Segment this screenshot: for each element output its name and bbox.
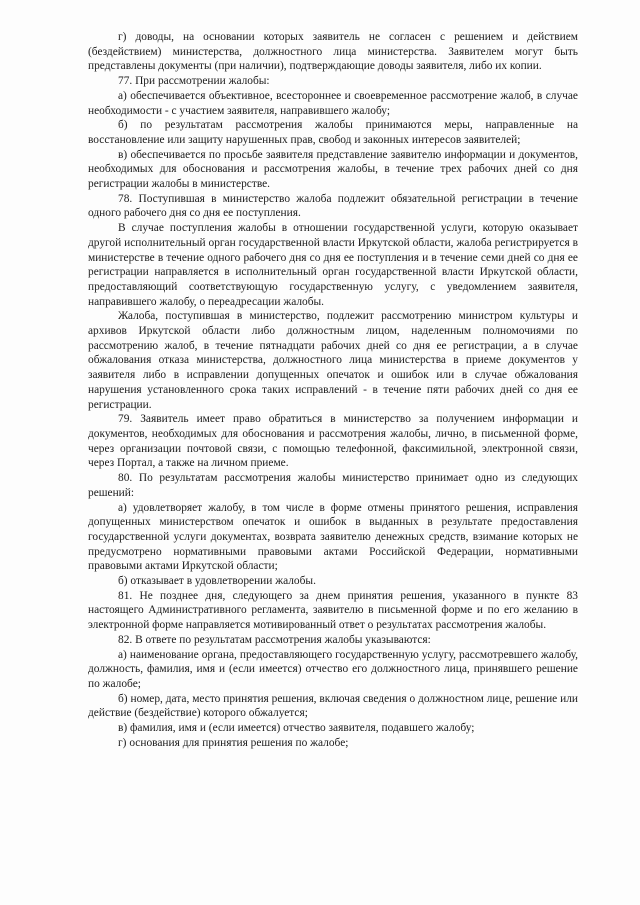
paragraph-82: 82. В ответе по результатам рассмотрения жалобы указываются: — [118, 633, 431, 646]
paragraph-82-v: в) фамилия, имя и (если имеется) отчество заявителя, подавшего жалобу; — [118, 722, 475, 735]
paragraph-77-heading: 77. При рассмотрении жалобы: — [118, 75, 270, 88]
paragraph-77-b: б) по результатам рассмотрения жалобы принимаются меры, направленные на восстановление или защиту нарушенных прав, свобод и законных интересов заявителей; — [88, 119, 578, 146]
paragraph-78-redirect: В случае поступления жалобы в отношении государственной услуги, которую оказывает другой исполнительный орган государственной власти Иркутской области, жалоба регистрируется в министерстве в течение одного рабочего дня со дня ее поступления и в течение семи дней со дня ее регистрации направляется в исполнительный орган государственной власти Иркутской области, предоставляющий соответствующую государственную услугу, с уведомлением заявителя, направившего жалобу, о переадресации жалобы. — [88, 222, 578, 308]
paragraph-82-g: г) основания для принятия решения по жалобе; — [118, 736, 349, 749]
document-body — [88, 30, 578, 750]
paragraph-g-arguments: г) доводы, на основании которых заявитель не согласен с решением и действием (бездействием) министерства, должностного лица министерства. Заявителем могут быть представлены документы (при наличии), подтверждающие доводы заявителя, либо их копии. — [88, 31, 578, 73]
paragraph-80-b: б) отказывает в удовлетворении жалобы. — [118, 575, 316, 588]
paragraph-79: 79. Заявитель имеет право обратиться в министерство за получением информации и документов, необходимых для обоснования и рассмотрения жалобы, лично, в письменной форме, через организации почтовой связи, с помощью телефонной, факсимильной, электронной связи, через Портал, а также на личном приеме. — [88, 413, 578, 470]
paragraph-77-v: в) обеспечивается по просьбе заявителя представление заявителю информации и документов, необходимых для обоснования и рассмотрения жалобы, в течение трех рабочих дней со дня регистрации жалобы в министерстве. — [88, 148, 578, 191]
paragraph-80-a: а) удовлетворяет жалобу, в том числе в форме отмены принятого решения, исправления допущенных министерством опечаток и ошибок в выданных в результате предоставления государственной услуги документах, возврата заявителю денежных средств, взимание которых не предусмотрено нормативными правовыми актами Российской Федерации, нормативными правовыми актами Иркутской области; — [88, 501, 578, 573]
paragraph-82-a: а) наименование органа, предоставляющего государственную услугу, рассмотревшего жалобу, должность, фамилия, имя и (если имеется) отчество его должностного лица, принявшего решение по жалобе; — [88, 648, 578, 690]
paragraph-78: 78. Поступившая в министерство жалоба подлежит обязательной регистрации в течение одного рабочего дня со дня ее поступления. — [88, 192, 578, 220]
paragraph-82-b: б) номер, дата, место принятия решения, включая сведения о должностном лице, решение или действие (бездействие) которого обжалуется; — [88, 692, 578, 720]
paragraph-81: 81. Не позднее дня, следующего за днем принятия решения, указанного в пункте 83 настоящего Административного регламента, заявителю в письменной форме и по его желанию в электронной форме направляется мотивированный ответ о результатах рассмотрения жалобы. — [88, 589, 578, 632]
paragraph-80: 80. По результатам рассмотрения жалобы министерство принимает одно из следующих решений: — [88, 472, 578, 499]
paragraph-78-review: Жалоба, поступившая в министерство, подлежит рассмотрению министром культуры и архивов Иркутской области либо должностным лицом, наделенным полномочиями по рассмотрению жалоб, в течение пятнадцати рабочих дней со дня ее регистрации, а в случае обжалования отказа министерства, должностного лица министерства в приеме документов у заявителя либо в исправлении допущенных опечаток и ошибок или в случае обжалования нарушения установленного срока таких исправлений - в течение пяти рабочих дней со дня ее регистрации. — [88, 310, 578, 411]
paragraph-77-a: а) обеспечивается объективное, всестороннее и своевременное рассмотрение жалоб, в случае необходимости - с участием заявителя, направившего жалобу; — [88, 89, 578, 117]
